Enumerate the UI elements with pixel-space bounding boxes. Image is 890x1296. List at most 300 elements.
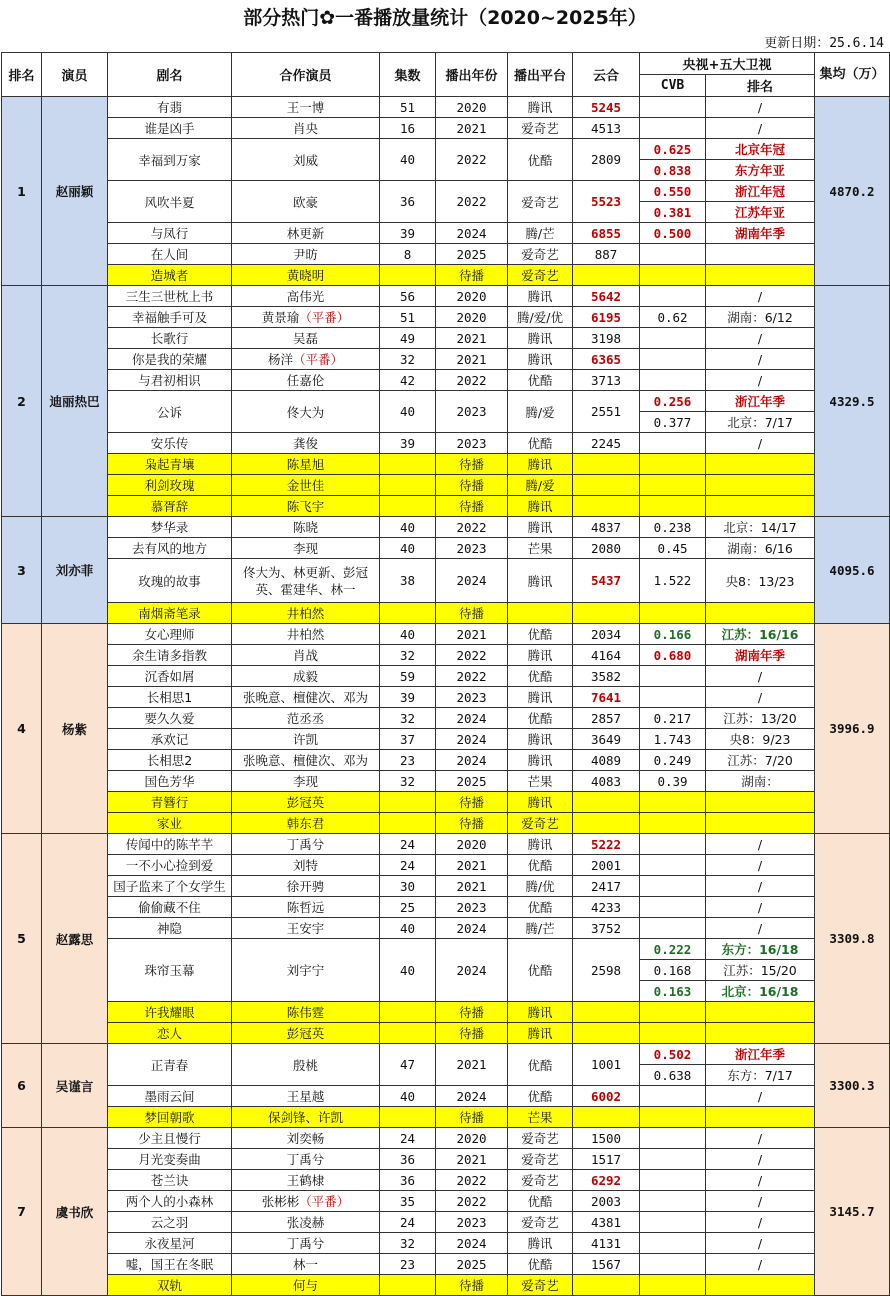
- costar-cell: [232, 286, 380, 307]
- cvb-cell: 0.166: [640, 624, 706, 645]
- tv-rank-cell: 江苏：15/20: [706, 960, 815, 981]
- table-row: [2, 1254, 890, 1275]
- update-date: 更新日期：25.6.14: [764, 36, 884, 51]
- table-row: [2, 1149, 890, 1170]
- costar-cell: [232, 918, 380, 939]
- costar-cell: [232, 1170, 380, 1191]
- cvb-cell: [640, 1233, 706, 1254]
- year-cell: 待播: [436, 454, 508, 475]
- platform-cell: 优酷: [508, 1254, 573, 1275]
- year-cell: 2020: [436, 834, 508, 855]
- costar-name: 尹昉: [292, 247, 318, 262]
- costar-name: 韩东君: [286, 816, 325, 831]
- tv-rank-cell: [706, 496, 815, 517]
- costar-cell: [232, 897, 380, 918]
- drama-cell: 安乐传: [108, 433, 232, 454]
- drama-cell: 梦华录: [108, 517, 232, 538]
- table-row: [2, 223, 890, 244]
- costar-name: 肖央: [292, 121, 318, 136]
- platform-cell: 爱奇艺: [508, 813, 573, 834]
- platform-cell: 腾/爱: [508, 475, 573, 496]
- yunhe-cell: 5245: [573, 97, 640, 118]
- costar-cell: [232, 792, 380, 813]
- costar-name: 王安宇: [286, 921, 325, 936]
- year-cell: 2022: [436, 139, 508, 181]
- drama-cell: 正青春: [108, 1044, 232, 1086]
- yunhe-cell: 3713: [573, 370, 640, 391]
- cvb-cell: 0.377: [640, 412, 706, 433]
- yunhe-cell: 1001: [573, 1044, 640, 1086]
- platform-cell: 优酷: [508, 897, 573, 918]
- drama-cell: 去有风的地方: [108, 538, 232, 559]
- cvb-cell: [640, 792, 706, 813]
- drama-cell: 公诉: [108, 391, 232, 433]
- costar-cell: [232, 1128, 380, 1149]
- yunhe-cell: 2417: [573, 876, 640, 897]
- drama-cell: 与凤行: [108, 223, 232, 244]
- cvb-cell: 0.249: [640, 750, 706, 771]
- eps-cell: [380, 1107, 436, 1128]
- costar-cell: [232, 370, 380, 391]
- costar-name: 刘威: [292, 152, 318, 168]
- tv-rank-cell: 东方年亚: [706, 160, 815, 181]
- drama-cell: 偷偷藏不住: [108, 897, 232, 918]
- year-cell: 待播: [436, 1002, 508, 1023]
- costar-name: 张晚意、檀健次、邓为: [242, 690, 368, 705]
- eps-cell: 40: [380, 939, 436, 1002]
- platform-cell: 优酷: [508, 855, 573, 876]
- costar-cell: [232, 433, 380, 454]
- avg-cell: 4329.5: [815, 286, 890, 517]
- platform-cell: 腾讯: [508, 559, 573, 603]
- costar-cell: [232, 939, 380, 1002]
- avg-cell: 3309.8: [815, 834, 890, 1044]
- table-row: [2, 1233, 890, 1254]
- costar-name: 王鹤棣: [286, 1173, 325, 1188]
- year-cell: 2023: [436, 687, 508, 708]
- costar-cell: [232, 876, 380, 897]
- drama-cell: 少主且慢行: [108, 1128, 232, 1149]
- cvb-cell: 0.256: [640, 391, 706, 412]
- year-cell: 2022: [436, 666, 508, 687]
- tv-rank-cell: [706, 265, 815, 286]
- table-row: [2, 244, 890, 265]
- yunhe-cell: [573, 813, 640, 834]
- costar-name: 高伟光: [286, 289, 325, 304]
- drama-cell: 南烟斋笔录: [108, 603, 232, 624]
- eps-cell: 32: [380, 708, 436, 729]
- table-row: [2, 391, 890, 412]
- year-cell: 待播: [436, 1275, 508, 1296]
- yunhe-cell: 6002: [573, 1086, 640, 1107]
- platform-cell: 腾讯: [508, 286, 573, 307]
- table-row: [2, 1191, 890, 1212]
- yunhe-cell: 5222: [573, 834, 640, 855]
- costar-cell: [232, 328, 380, 349]
- tv-rank-cell: 央8：13/23: [706, 559, 815, 603]
- costar-cell: [232, 1212, 380, 1233]
- tv-rank-cell: 东方：16/18: [706, 939, 815, 960]
- yunhe-cell: 4233: [573, 897, 640, 918]
- drama-cell: 幸福到万家: [108, 139, 232, 181]
- drama-cell: 风吹半夏: [108, 181, 232, 223]
- platform-cell: 腾讯: [508, 1023, 573, 1044]
- platform-cell: 优酷: [508, 1191, 573, 1212]
- platform-cell: 优酷: [508, 1044, 573, 1086]
- eps-cell: 40: [380, 1086, 436, 1107]
- header-yunhe: 云合: [573, 53, 640, 97]
- cvb-cell: [640, 328, 706, 349]
- table-row: [2, 349, 890, 370]
- eps-cell: 32: [380, 645, 436, 666]
- platform-cell: 芒果: [508, 1107, 573, 1128]
- table-row: [2, 666, 890, 687]
- drama-cell: 利剑玫瑰: [108, 475, 232, 496]
- costar-name: 佟大为、林更新、彭冠英、霍建华、林一: [242, 564, 368, 597]
- costar-cell: [232, 139, 380, 181]
- rank-cell: 1: [2, 97, 42, 286]
- tv-rank-cell: 湖南：: [706, 771, 815, 792]
- costar-name: 丁禹兮: [286, 1152, 325, 1167]
- rank-cell: 2: [2, 286, 42, 517]
- tv-rank-cell: /: [706, 1128, 815, 1149]
- header-tv: 央视+五大卫视: [640, 53, 815, 75]
- platform-cell: 腾讯: [508, 834, 573, 855]
- tv-rank-cell: 北京：16/18: [706, 981, 815, 1002]
- tv-rank-cell: 北京：14/17: [706, 517, 815, 538]
- platform-cell: 腾讯: [508, 496, 573, 517]
- tv-rank-cell: /: [706, 1086, 815, 1107]
- eps-cell: 32: [380, 349, 436, 370]
- cvb-cell: 0.168: [640, 960, 706, 981]
- cvb-cell: 0.625: [640, 139, 706, 160]
- year-cell: 2025: [436, 1254, 508, 1275]
- costar-name: 陈飞宇: [286, 499, 325, 514]
- tv-rank-cell: [706, 244, 815, 265]
- platform-cell: 腾讯: [508, 1002, 573, 1023]
- drama-cell: 女心理师: [108, 624, 232, 645]
- costar-name: 李现: [292, 541, 318, 556]
- cvb-cell: [640, 813, 706, 834]
- year-cell: 2022: [436, 181, 508, 223]
- table-row: [2, 645, 890, 666]
- year-cell: 2022: [436, 1170, 508, 1191]
- actor-cell: 杨紫: [42, 624, 108, 834]
- costar-name: 王星越: [286, 1089, 325, 1104]
- costar-cell: [232, 834, 380, 855]
- drama-cell: 国色芳华: [108, 771, 232, 792]
- platform-cell: 腾讯: [508, 454, 573, 475]
- cvb-cell: [640, 97, 706, 118]
- eps-cell: 37: [380, 729, 436, 750]
- tv-rank-cell: 湖南：6/12: [706, 307, 815, 328]
- table-row: [2, 771, 890, 792]
- tv-rank-cell: 江苏：16/16: [706, 624, 815, 645]
- cvb-cell: [640, 918, 706, 939]
- drama-cell: 你是我的荣耀: [108, 349, 232, 370]
- year-cell: 2024: [436, 559, 508, 603]
- cvb-cell: 0.550: [640, 181, 706, 202]
- costar-cell: [232, 559, 380, 603]
- eps-cell: 8: [380, 244, 436, 265]
- yunhe-cell: 887: [573, 244, 640, 265]
- eps-cell: 51: [380, 97, 436, 118]
- table-row: [2, 813, 890, 834]
- drama-cell: 余生请多指教: [108, 645, 232, 666]
- eps-cell: [380, 792, 436, 813]
- tv-rank-cell: /: [706, 1191, 815, 1212]
- actor-cell: 迪丽热巴: [42, 286, 108, 517]
- yunhe-cell: 4513: [573, 118, 640, 139]
- costar-note: （平番）: [293, 352, 344, 367]
- costar-cell: [232, 645, 380, 666]
- header-drama: 剧名: [108, 53, 232, 97]
- table-row: [2, 1044, 890, 1065]
- drama-cell: 云之羽: [108, 1212, 232, 1233]
- drama-cell: 青簪行: [108, 792, 232, 813]
- avg-cell: 3300.3: [815, 1044, 890, 1128]
- table-row: [2, 918, 890, 939]
- drama-cell: 与君初相识: [108, 370, 232, 391]
- tv-rank-cell: /: [706, 855, 815, 876]
- year-cell: 待播: [436, 265, 508, 286]
- cvb-cell: [640, 603, 706, 624]
- tv-rank-cell: 湖南：6/16: [706, 538, 815, 559]
- year-cell: 2023: [436, 538, 508, 559]
- table-row: [2, 307, 890, 328]
- costar-cell: [232, 729, 380, 750]
- year-cell: 2024: [436, 708, 508, 729]
- avg-cell: 3996.9: [815, 624, 890, 834]
- yunhe-cell: 2857: [573, 708, 640, 729]
- year-cell: 2021: [436, 624, 508, 645]
- header-actor: 演员: [42, 53, 108, 97]
- platform-cell: 腾讯: [508, 1233, 573, 1254]
- costar-name: 丁禹兮: [286, 1236, 325, 1251]
- year-cell: 2023: [436, 1212, 508, 1233]
- tv-rank-cell: /: [706, 118, 815, 139]
- cvb-cell: [640, 454, 706, 475]
- eps-cell: 42: [380, 370, 436, 391]
- costar-cell: [232, 687, 380, 708]
- platform-cell: 腾讯: [508, 349, 573, 370]
- yunhe-cell: 2001: [573, 855, 640, 876]
- eps-cell: 51: [380, 307, 436, 328]
- platform-cell: 腾/爱/优: [508, 307, 573, 328]
- rank-cell: 7: [2, 1128, 42, 1296]
- costar-cell: [232, 1149, 380, 1170]
- yunhe-cell: 7641: [573, 687, 640, 708]
- table-row: [2, 97, 890, 118]
- year-cell: 2021: [436, 1044, 508, 1086]
- cvb-cell: [640, 370, 706, 391]
- costar-name: 吴磊: [292, 331, 318, 346]
- costar-name: 金世佳: [286, 478, 325, 493]
- year-cell: 2021: [436, 118, 508, 139]
- tv-rank-cell: [706, 475, 815, 496]
- table-row: [2, 1128, 890, 1149]
- drama-cell: 要久久爱: [108, 708, 232, 729]
- costar-cell: [232, 1275, 380, 1296]
- tv-rank-cell: /: [706, 328, 815, 349]
- drama-cell: 墨雨云间: [108, 1086, 232, 1107]
- drama-cell: 沉香如屑: [108, 666, 232, 687]
- actor-cell: 虞书欣: [42, 1128, 108, 1296]
- tv-rank-cell: /: [706, 1149, 815, 1170]
- yunhe-cell: [573, 475, 640, 496]
- table-row: [2, 517, 890, 538]
- table-row: [2, 1170, 890, 1191]
- eps-cell: [380, 1023, 436, 1044]
- year-cell: 2020: [436, 307, 508, 328]
- platform-cell: 腾/爱: [508, 391, 573, 433]
- eps-cell: 24: [380, 834, 436, 855]
- platform-cell: 腾讯: [508, 729, 573, 750]
- cvb-cell: 0.838: [640, 160, 706, 181]
- yunhe-cell: 3582: [573, 666, 640, 687]
- tv-rank-cell: [706, 1107, 815, 1128]
- costar-name: 何与: [292, 1278, 318, 1293]
- table-row: [2, 1002, 890, 1023]
- header-episodes: 集数: [380, 53, 436, 97]
- eps-cell: 23: [380, 750, 436, 771]
- costar-name: 彭冠英: [286, 795, 325, 810]
- costar-cell: [232, 1191, 380, 1212]
- tv-rank-cell: 北京：7/17: [706, 412, 815, 433]
- cvb-cell: 0.62: [640, 307, 706, 328]
- eps-cell: 16: [380, 118, 436, 139]
- year-cell: 待播: [436, 496, 508, 517]
- avg-cell: 3145.7: [815, 1128, 890, 1296]
- year-cell: 2023: [436, 433, 508, 454]
- tv-rank-cell: 央8：9/23: [706, 729, 815, 750]
- yunhe-cell: 6195: [573, 307, 640, 328]
- year-cell: 待播: [436, 475, 508, 496]
- tv-rank-cell: /: [706, 97, 815, 118]
- costar-name: 殷桃: [292, 1057, 318, 1073]
- cvb-cell: [640, 244, 706, 265]
- drama-cell: 神隐: [108, 918, 232, 939]
- yunhe-cell: 2034: [573, 624, 640, 645]
- header-costar: 合作演员: [232, 53, 380, 97]
- year-cell: 待播: [436, 1107, 508, 1128]
- tv-rank-cell: /: [706, 687, 815, 708]
- platform-cell: 爱奇艺: [508, 265, 573, 286]
- drama-cell: 传闻中的陈芊芊: [108, 834, 232, 855]
- tv-rank-cell: /: [706, 1233, 815, 1254]
- eps-cell: 36: [380, 181, 436, 223]
- costar-cell: [232, 603, 380, 624]
- table-row: [2, 834, 890, 855]
- actor-cell: 吴谨言: [42, 1044, 108, 1128]
- costar-name: 张凌赫: [286, 1215, 325, 1230]
- costar-name: 刘宇宁: [286, 963, 325, 978]
- yunhe-cell: 1500: [573, 1128, 640, 1149]
- costar-cell: [232, 771, 380, 792]
- costar-name: 许凯: [292, 732, 318, 747]
- tv-rank-cell: 浙江年季: [706, 1044, 815, 1065]
- table-row: [2, 538, 890, 559]
- table-row: [2, 624, 890, 645]
- header-year: 播出年份: [436, 53, 508, 97]
- rank-cell: 5: [2, 834, 42, 1044]
- platform-cell: 腾讯: [508, 517, 573, 538]
- platform-cell: 爱奇艺: [508, 244, 573, 265]
- year-cell: 2024: [436, 750, 508, 771]
- eps-cell: 40: [380, 517, 436, 538]
- table-row: [2, 939, 890, 960]
- platform-cell: 爱奇艺: [508, 1275, 573, 1296]
- yunhe-cell: 2809: [573, 139, 640, 181]
- costar-name: 陈伟霆: [286, 1005, 325, 1020]
- costar-cell: [232, 454, 380, 475]
- costar-name: 陈星旭: [286, 457, 325, 472]
- cvb-cell: 0.502: [640, 1044, 706, 1065]
- costar-name: 成毅: [292, 669, 318, 684]
- year-cell: 2022: [436, 1191, 508, 1212]
- eps-cell: 40: [380, 139, 436, 181]
- eps-cell: 35: [380, 1191, 436, 1212]
- cvb-cell: [640, 855, 706, 876]
- eps-cell: 24: [380, 1128, 436, 1149]
- platform-cell: 腾讯: [508, 750, 573, 771]
- eps-cell: 47: [380, 1044, 436, 1086]
- tv-rank-cell: [706, 603, 815, 624]
- costar-name: 佟大为: [286, 404, 325, 420]
- table-row: [2, 1023, 890, 1044]
- platform-cell: 腾讯: [508, 645, 573, 666]
- tv-rank-cell: 湖南年季: [706, 645, 815, 666]
- drama-cell: 有翡: [108, 97, 232, 118]
- platform-cell: 优酷: [508, 666, 573, 687]
- platform-cell: 腾/优: [508, 876, 573, 897]
- cvb-cell: [640, 1275, 706, 1296]
- eps-cell: 23: [380, 1254, 436, 1275]
- table-row: [2, 328, 890, 349]
- cvb-cell: [640, 265, 706, 286]
- drama-cell: 嘘，国王在冬眠: [108, 1254, 232, 1275]
- costar-cell: [232, 244, 380, 265]
- costar-cell: [232, 624, 380, 645]
- costar-name: 任嘉伦: [286, 373, 325, 388]
- costar-name: 保剑锋、许凯: [267, 1110, 343, 1125]
- tv-rank-cell: /: [706, 666, 815, 687]
- platform-cell: 优酷: [508, 624, 573, 645]
- cvb-cell: [640, 1023, 706, 1044]
- cvb-cell: [640, 1086, 706, 1107]
- yunhe-cell: 2551: [573, 391, 640, 433]
- costar-cell: [232, 1086, 380, 1107]
- tv-rank-cell: [706, 1002, 815, 1023]
- actor-cell: 赵露思: [42, 834, 108, 1044]
- cvb-cell: [640, 666, 706, 687]
- costar-cell: [232, 1002, 380, 1023]
- cvb-cell: [640, 1191, 706, 1212]
- platform-cell: 爱奇艺: [508, 1170, 573, 1191]
- yunhe-cell: 3198: [573, 328, 640, 349]
- table-row: [2, 181, 890, 202]
- yunhe-cell: 1517: [573, 1149, 640, 1170]
- tv-rank-cell: 江苏年亚: [706, 202, 815, 223]
- table-row: [2, 603, 890, 624]
- year-cell: 2023: [436, 897, 508, 918]
- costar-cell: [232, 1233, 380, 1254]
- drama-cell: 承欢记: [108, 729, 232, 750]
- yunhe-cell: 4089: [573, 750, 640, 771]
- drama-cell: 双轨: [108, 1275, 232, 1296]
- costar-name: 徐开骋: [286, 879, 325, 894]
- costar-cell: [232, 1023, 380, 1044]
